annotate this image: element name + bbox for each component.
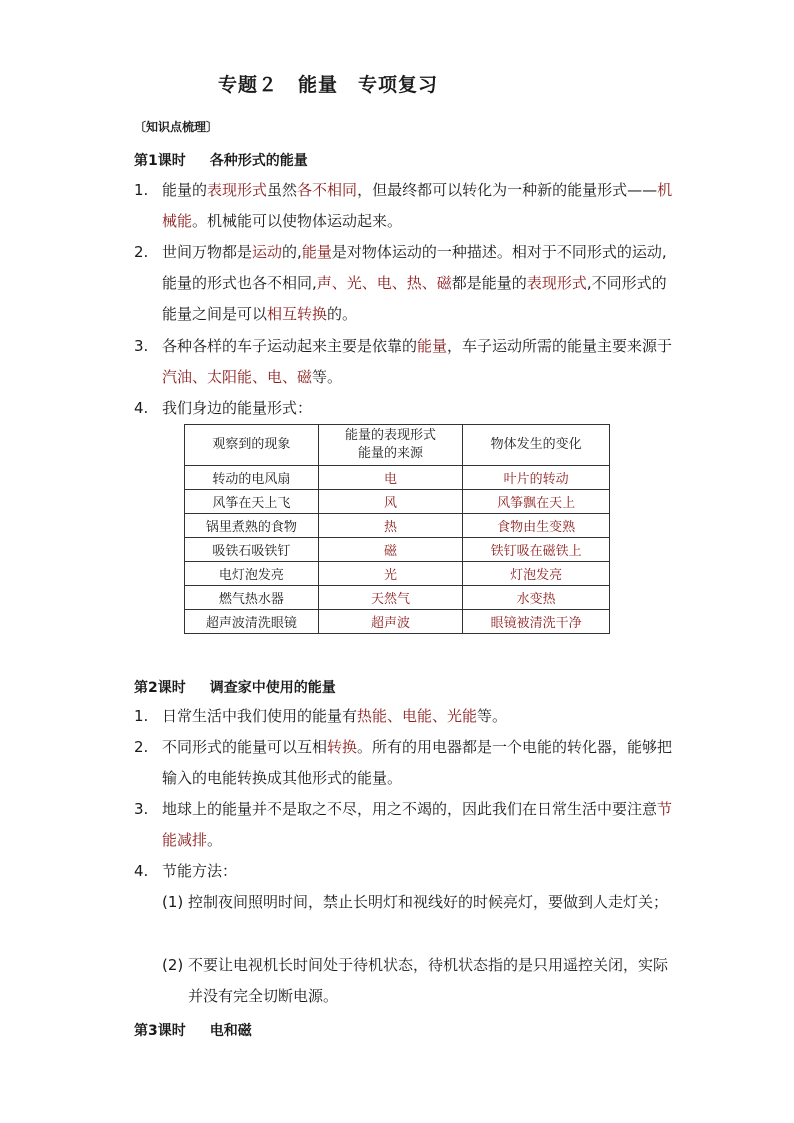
item-number: 4. [134, 862, 149, 880]
item-number: 3. [134, 800, 149, 818]
lesson-1-item-4 [134, 393, 674, 424]
lesson-3-heading [134, 1020, 252, 1040]
table-cell: 转动的电风扇 [185, 466, 319, 490]
table-cell: 叶片的转动 [463, 466, 610, 490]
item-text: 能量的表现形式虽然各不相同，但最终都可以转化为一种新的能量形式——机械能。机械能可以使物体运动起来。 [162, 181, 673, 230]
lesson-3-label: 第3课时 [134, 1023, 186, 1039]
table-row [185, 610, 610, 634]
table-header-row [185, 425, 610, 466]
item-text: 不同形式的能量可以互相转换。所有的用电器都是一个电能的转化器，能够把输入的电能转换成其他形式的能量。 [162, 738, 673, 787]
energy-saving-method-1 [162, 887, 682, 918]
lesson-2-item-3 [134, 794, 674, 856]
lesson-2-label: 第2课时 [134, 680, 186, 696]
table-cell: 热 [318, 514, 463, 538]
table-row [185, 538, 610, 562]
table-row [185, 562, 610, 586]
table-cell: 吸铁石吸铁钉 [185, 538, 319, 562]
item-number: 1. [134, 707, 149, 725]
lesson-1-label: 第1课时 [134, 153, 186, 169]
energy-saving-method-2 [162, 950, 682, 1012]
subitem-number: (2) [162, 956, 184, 974]
table-header: 观察到的现象 [185, 425, 319, 466]
item-number: 4. [134, 399, 149, 417]
table-cell: 灯泡发亮 [463, 562, 610, 586]
table-cell: 天然气 [318, 586, 463, 610]
lesson-1-item-3 [134, 331, 674, 393]
table-cell: 磁 [318, 538, 463, 562]
lesson-1-item-1 [134, 175, 674, 237]
table-cell: 水变热 [463, 586, 610, 610]
section-tag: 〔知识点梳理〕 [134, 120, 219, 134]
lesson-2-item-1 [134, 701, 674, 732]
table-cell: 光 [318, 562, 463, 586]
lesson-3-name: 电和磁 [209, 1023, 252, 1039]
item-text: 各种各样的车子运动起来主要是依靠的能量，车子运动所需的能量主要来源于汽油、太阳能、电、磁等。 [162, 337, 673, 386]
item-number: 2. [134, 243, 149, 261]
subitem-number: (1) [162, 893, 184, 911]
table-header: 能量的表现形式 能量的来源 [318, 425, 463, 466]
lesson-2-heading [134, 677, 336, 697]
lesson-1-item-2 [134, 237, 674, 330]
table-cell: 电 [318, 466, 463, 490]
subitem-text: 控制夜间照明时间，禁止长明灯和视线好的时候亮灯，要做到人走灯关； [188, 893, 669, 911]
table-cell: 燃气热水器 [185, 586, 319, 610]
lesson-1-heading [134, 150, 308, 170]
table-cell: 锅里煮熟的食物 [185, 514, 319, 538]
item-text: 节能方法： [162, 862, 238, 880]
table-row [185, 490, 610, 514]
table-cell: 超声波清洗眼镜 [185, 610, 319, 634]
table-cell: 风筝飘在天上 [463, 490, 610, 514]
lesson-2-name: 调查家中使用的能量 [209, 680, 336, 696]
lesson-2-item-4 [134, 856, 674, 887]
subitem-text: 不要让电视机长时间处于待机状态，待机状态指的是只用遥控关闭，实际并没有完全切断电源。 [188, 956, 669, 1005]
table-cell: 风筝在天上飞 [185, 490, 319, 514]
item-text: 日常生活中我们使用的能量有热能、电能、光能等。 [162, 707, 508, 725]
lesson-2-item-2 [134, 732, 674, 794]
table-cell: 铁钉吸在磁铁上 [463, 538, 610, 562]
table-cell: 超声波 [318, 610, 463, 634]
table-cell: 眼镜被清洗干净 [463, 610, 610, 634]
item-number: 1. [134, 181, 149, 199]
table-cell: 电灯泡发亮 [185, 562, 319, 586]
table-row [185, 466, 610, 490]
table-row [185, 586, 610, 610]
table-cell: 食物由生变熟 [463, 514, 610, 538]
item-text: 我们身边的能量形式： [162, 399, 313, 417]
lesson-1-name: 各种形式的能量 [209, 153, 308, 169]
item-number: 2. [134, 738, 149, 756]
table-cell: 风 [318, 490, 463, 514]
page-title: 专题２ 能量 专项复习 [218, 74, 439, 96]
table-row [185, 514, 610, 538]
energy-forms-table [184, 424, 610, 634]
item-text: 地球上的能量并不是取之不尽，用之不竭的，因此我们在日常生活中要注意节能减排。 [162, 800, 673, 849]
table-header: 物体发生的变化 [463, 425, 610, 466]
item-text: 世间万物都是运动的,能量是对物体运动的一种描述。相对于不同形式的运动,能量的形式也各不相同,声、光、电、热、磁都是能量的表现形式,不同形式的能量之间是可以相互转换的。 [162, 243, 667, 323]
item-number: 3. [134, 337, 149, 355]
